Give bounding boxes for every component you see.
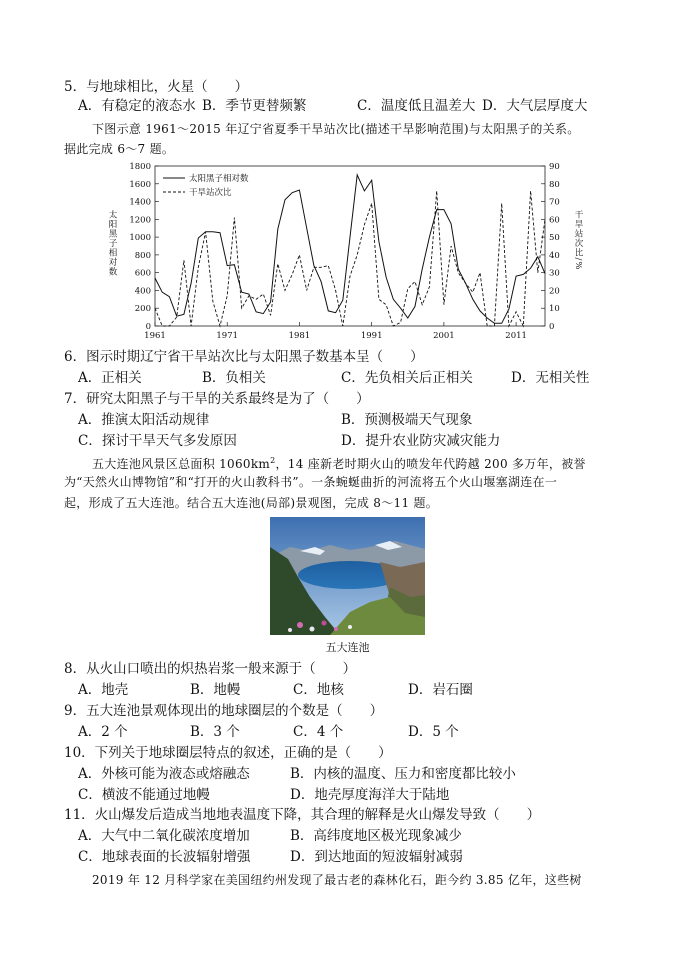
q11-stem: 11．火山爆发后造成当地地表温度下降，其合理的解释是火山爆发导致（ ） <box>64 807 541 823</box>
area-unit-superscript: 2 <box>270 456 276 465</box>
legend-drought-label: 干旱站次比 <box>189 188 232 198</box>
left-axis-tick-label: 1000 <box>129 233 151 244</box>
left-axis-tick-label: 600 <box>134 268 151 279</box>
q8-option-c: C．地核 <box>293 682 344 698</box>
right-axis-tick-label: 30 <box>549 268 560 279</box>
q5-option-c: C．温度低且温差大 <box>357 98 476 114</box>
q10-options-row1 <box>0 765 692 785</box>
q10-option-c: C．横波不能通过地幔 <box>78 787 210 803</box>
photo-caption: 五大连池 <box>325 641 370 654</box>
left-axis-tick-label: 200 <box>134 304 151 315</box>
right-axis-tick-label: 40 <box>549 250 560 261</box>
q11-option-c: C．地球表面的长波辐射增强 <box>78 849 251 865</box>
q8-options <box>0 681 692 701</box>
q5-stem: 5．与地球相比，火星（ ） <box>64 79 249 95</box>
q6-stem: 6．图示时期辽宁省干旱站次比与太阳黑子数基本呈（ ） <box>64 349 424 365</box>
intro-8-11-line3: 起，形成了五大连池。结合五大连池(局部)景观图，完成 8～11 题。 <box>64 496 439 510</box>
q7-option-c: C．探讨干旱天气多发原因 <box>78 433 237 449</box>
left-axis-tick-label: 400 <box>134 286 151 297</box>
q9-stem: 9．五大连池景观体现出的地球圈层的个数是（ ） <box>64 703 384 719</box>
q8-stem: 8．从火山口喷出的炽热岩浆一般来源于（ ） <box>64 661 357 677</box>
q5-option-a: A．有稳定的液态水 <box>78 98 196 114</box>
x-axis-tick-label: 1971 <box>216 331 239 341</box>
sunspot-drought-chart <box>100 158 600 344</box>
q7-options-row1 <box>0 411 692 431</box>
x-axis-tick-label: 2001 <box>433 331 455 341</box>
right-axis-tick-label: 0 <box>549 322 555 332</box>
q7-option-a: A．推演太阳活动规律 <box>78 412 210 428</box>
q7-stem: 7．研究太阳黑子与干旱的关系最终是为了（ ） <box>64 391 370 407</box>
q6-option-b: B．负相关 <box>202 370 266 386</box>
drought-series-line <box>155 191 545 326</box>
q8-option-b: B．地幔 <box>190 682 241 698</box>
q7-option-b: B．预测极端天气现象 <box>341 412 473 428</box>
q8-option-a: A．地壳 <box>78 682 129 698</box>
q11-options-row1 <box>0 827 692 847</box>
right-axis-label: 干旱站次比/% <box>573 210 583 271</box>
q11-options-row2 <box>0 848 692 868</box>
q7-options-row2 <box>0 432 692 452</box>
left-axis-label: 太阳黑子相对数 <box>107 210 117 277</box>
q11-option-a: A．大气中二氧化碳浓度增加 <box>78 828 250 844</box>
right-axis-tick-label: 90 <box>549 162 560 172</box>
q9-option-b: B．3 个 <box>190 724 240 740</box>
q9-options <box>0 723 692 743</box>
intro-6-7-line1: 下图示意 1961～2015 年辽宁省夏季干旱站次比(描述干旱影响范围)与太阳黑子的关系。 <box>92 122 580 136</box>
intro-12-line1: 2019 年 12 月科学家在美国纽约州发现了最古老的森林化石，距今约 3.85 亿年，这些树 <box>92 873 582 887</box>
q9-option-c: C．4 个 <box>293 724 344 740</box>
left-axis-tick-label: 1600 <box>129 179 151 190</box>
intro-8-11-line1a: 五大连池风景区总面积 1060km <box>92 457 271 471</box>
x-axis-tick-label: 2011 <box>505 331 527 341</box>
q6-option-a: A．正相关 <box>78 370 142 386</box>
left-axis-tick-label: 800 <box>134 250 151 261</box>
right-axis-tick-label: 70 <box>549 197 560 208</box>
q9-option-d: D．5 个 <box>408 724 459 740</box>
intro-8-11-line1b: ，14 座新老时期火山的喷发年代跨越 200 多万年，被誉 <box>275 457 586 471</box>
q10-stem: 10．下列关于地球圈层特点的叙述，正确的是（ ） <box>64 745 392 761</box>
q5-option-b: B．季节更替频繁 <box>202 98 307 114</box>
q8-option-d: D．岩石圈 <box>408 682 473 698</box>
q10-option-a: A．外核可能为液态或熔融态 <box>78 766 250 782</box>
q10-option-b: B．内核的温度、压力和密度都比较小 <box>290 766 516 782</box>
q10-options-row2 <box>0 786 692 806</box>
x-axis-tick-label: 1961 <box>144 331 166 341</box>
left-axis-tick-label: 1400 <box>129 197 151 208</box>
intro-8-11-line2: 为“天然火山博物馆”和“打开的火山教科书”。一条蜿蜒曲折的河流将五个火山堰塞湖连在一 <box>64 475 558 489</box>
x-axis-tick-label: 1981 <box>288 331 311 341</box>
q11-option-d: D．到达地面的短波辐射减弱 <box>290 849 463 865</box>
intro-8-11-line1 <box>92 451 586 474</box>
right-axis-tick-label: 60 <box>549 215 560 226</box>
q6-options <box>0 369 692 389</box>
legend-sunspot-label: 太阳黑子相对数 <box>189 174 249 184</box>
q7-option-d: D．提升农业防灾减灾能力 <box>341 433 501 449</box>
q6-option-d: D．无相关性 <box>511 370 590 386</box>
x-axis-tick-label: 1991 <box>360 331 383 341</box>
q11-option-b: B．高纬度地区极光现象减少 <box>290 828 462 844</box>
left-axis-tick-label: 1200 <box>129 215 151 226</box>
intro-6-7-line2: 据此完成 6～7 题。 <box>64 142 175 156</box>
wudalianchi-photo <box>270 517 425 635</box>
right-axis-tick-label: 80 <box>549 179 560 190</box>
q5-options <box>0 97 692 117</box>
q10-option-d: D．地壳厚度海洋大于陆地 <box>290 787 450 803</box>
left-axis-tick-label: 0 <box>145 322 151 332</box>
right-axis-tick-label: 20 <box>549 286 560 297</box>
q5-option-d: D．大气层厚度大 <box>482 98 588 114</box>
left-axis-tick-label: 1800 <box>129 162 151 172</box>
right-axis-tick-label: 50 <box>549 233 560 244</box>
q6-option-c: C．先负相关后正相关 <box>341 370 473 386</box>
q9-option-a: A．2 个 <box>78 724 128 740</box>
right-axis-tick-label: 10 <box>549 304 560 315</box>
